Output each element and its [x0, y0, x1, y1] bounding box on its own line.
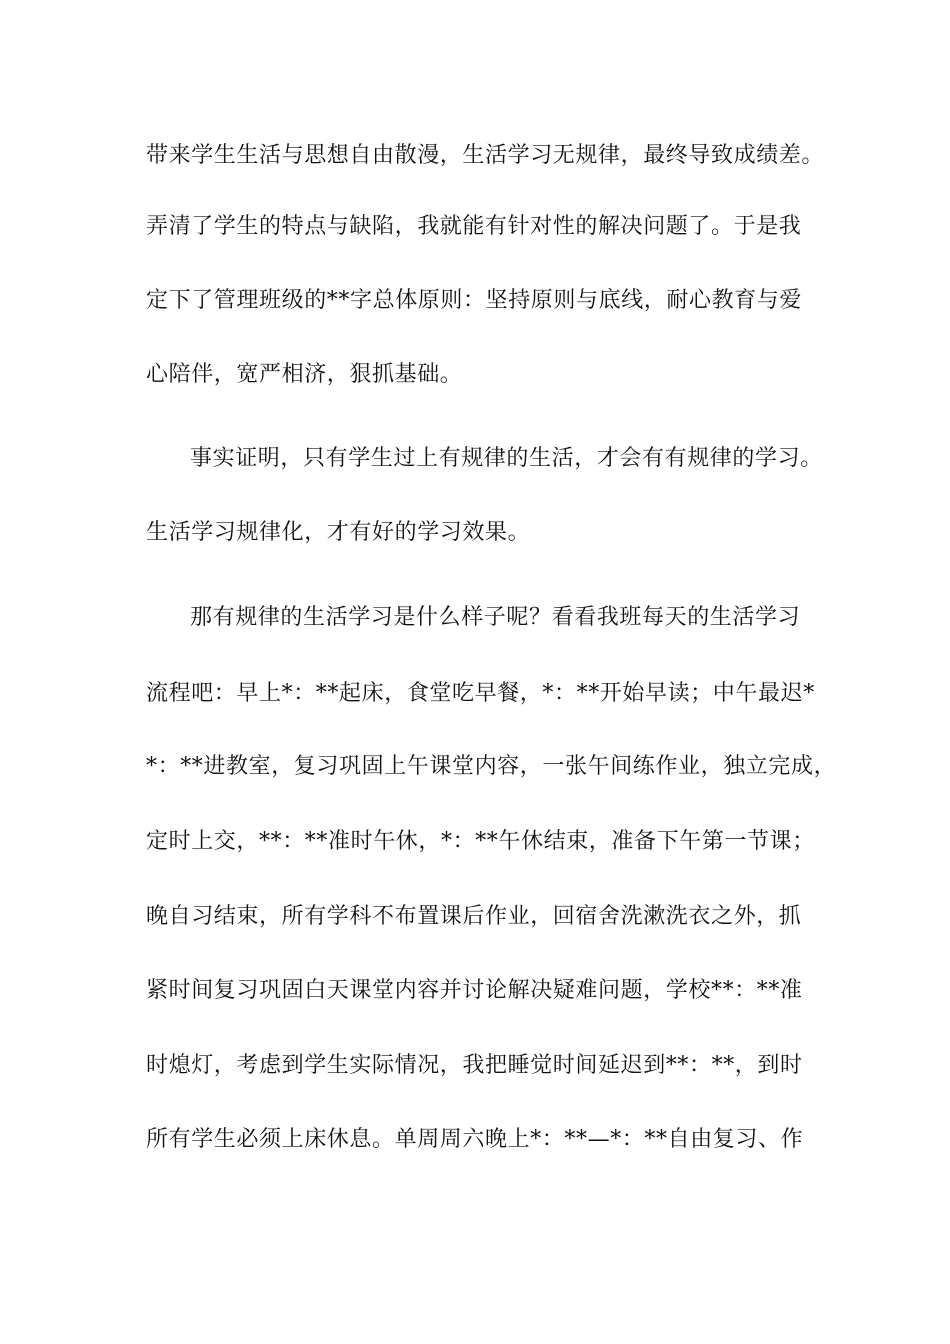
text-line-2: 弄清了学生的特点与缺陷，我就能有针对性的解决问题了。于是我 [146, 214, 802, 239]
text-line-13: 时熄灯，考虑到学生实际情况，我把睡觉时间延迟到**：**，到时 [146, 1053, 803, 1078]
text-line-7: 那有规律的生活学习是什么样子呢？看看我班每天的生活学习 [190, 605, 801, 630]
text-line-6: 生活学习规律化，才有好的学习效果。 [146, 520, 531, 545]
text-line-5: 事实证明，只有学生过上有规律的生活，才会有有规律的学习。 [190, 446, 823, 471]
text-line-1: 带来学生生活与思想自由散漫，生活学习无规律，最终导致成绩差。 [146, 143, 825, 168]
text-line-12: 紧时间复习巩固白天课堂内容并讨论解决疑难问题，学校**：**准 [146, 978, 803, 1003]
text-line-8: 流程吧：早上*：**起床，食堂吃早餐，*：**开始早读；中午最迟* [146, 681, 815, 706]
text-line-9: *：**进教室，复习巩固上午课堂内容，一张午间练作业，独立完成， [146, 754, 837, 779]
text-line-14: 所有学生必须上床休息。单周周六晚上*：**—*：**自由复习、作 [146, 1127, 804, 1152]
text-line-3: 定下了管理班级的**字总体原则：坚持原则与底线，耐心教育与爱 [146, 288, 803, 313]
text-line-10: 定时上交，**：**准时午休，*：**午休结束，准备下午第一节课； [146, 829, 815, 854]
text-line-4: 心陪伴，宽严相济，狠抓基础。 [146, 362, 463, 387]
text-line-11: 晚自习结束，所有学科不布置课后作业，回宿舍洗漱洗衣之外，抓 [146, 904, 802, 929]
